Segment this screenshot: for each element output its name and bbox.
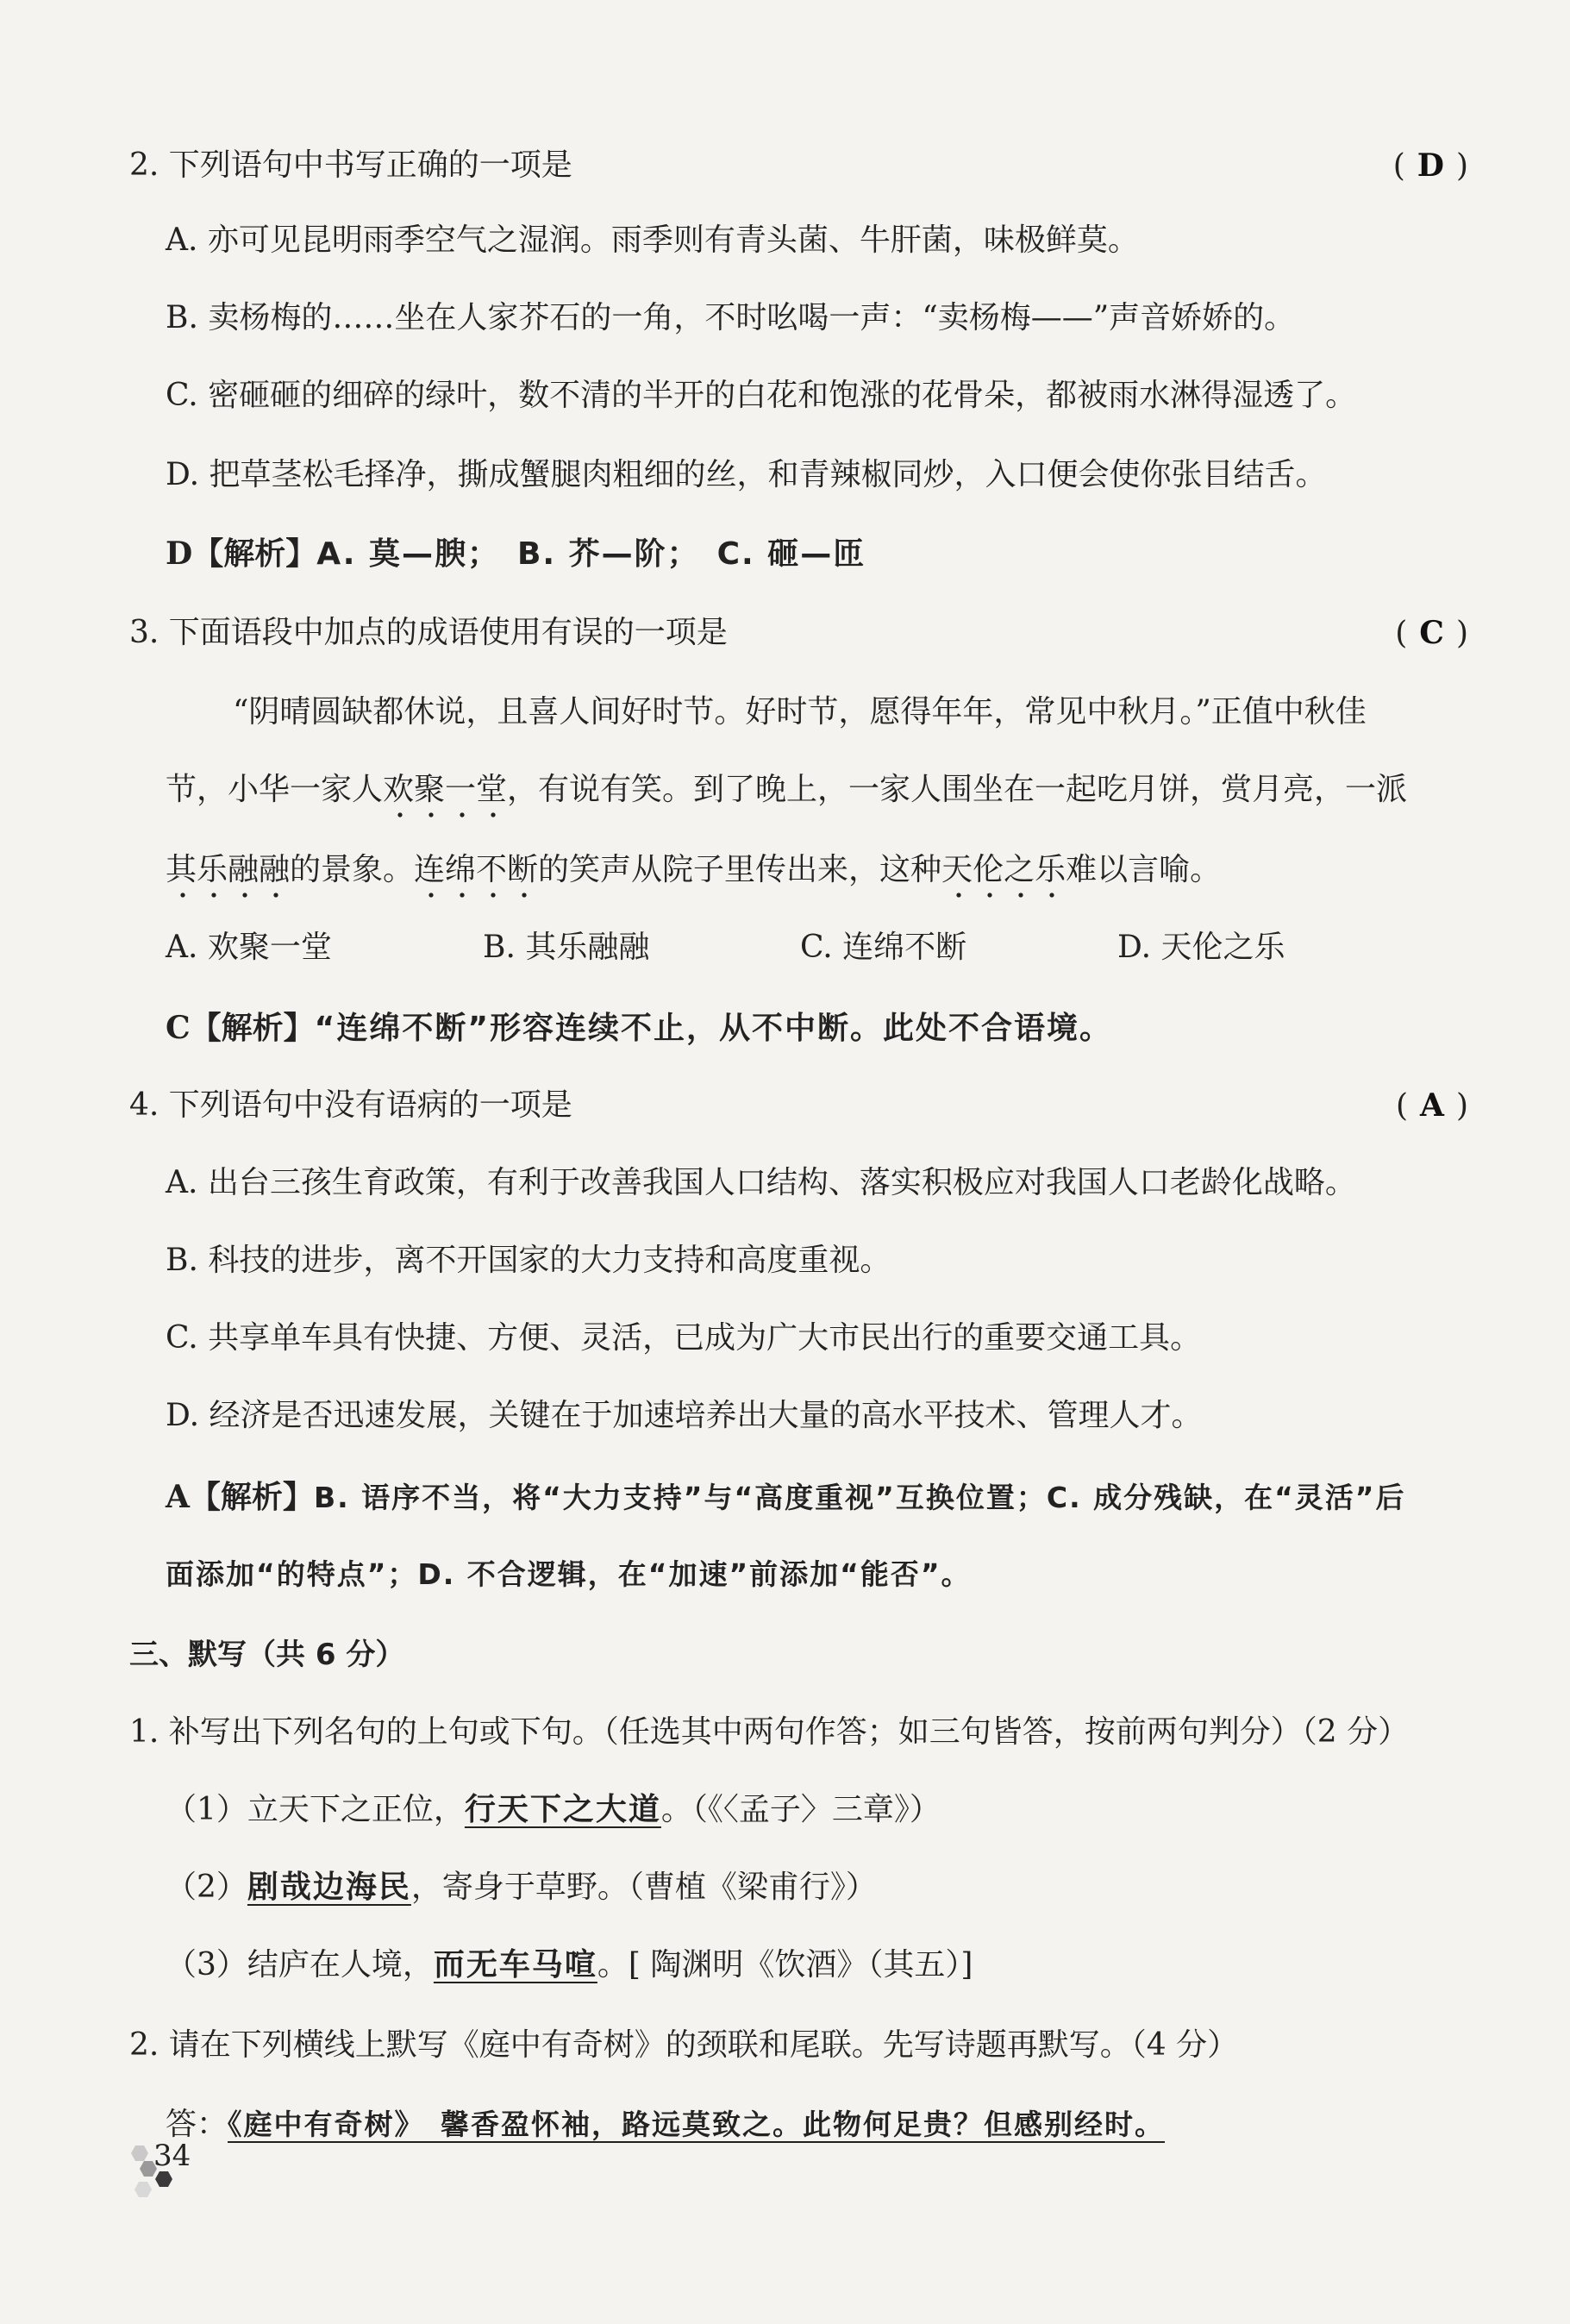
q3-option-b: B. 其乐融融 [483,930,650,965]
s3-item-2-post: ，寄身于草野。（曹植《梁甫行》） [410,1870,877,1905]
q4-answer: A [1420,1087,1444,1124]
q3-options [166,927,1570,968]
q4-option-d: D. 经济是否迅速发展，关键在于加速培养出大量的高水平技术、管理人才。 [166,1398,1203,1433]
q4-analysis-line2 [166,1554,1570,1595]
q2-option-b: B. 卖杨梅的……坐在人家芥石的一角，不时吆喝一声：“卖杨梅——”声音娇娇的。 [166,300,1296,335]
q4-analysis-text-1: B. 语序不当，将“大力支持”与“高度重视”互换位置；C. 成分残缺，在“灵活”后 [313,1481,1406,1514]
q3-analysis-text: “连绵不断”形容连续不止，从不中断。此处不合语境。 [314,1011,1112,1046]
q3-idiom-4: 天伦之乐 [941,852,1066,887]
s3-q2-stem: 2. 请在下列横线上默写《庭中有奇树》的颈联和尾联。先写诗题再默写。（4 分） [129,2027,1239,2063]
section-title: 三、默写（共 6 分） [129,1638,405,1672]
q2-option-c: C. 密砸砸的细碎的绿叶，数不清的半开的白花和饱涨的花骨朵，都被雨水淋得湿透了。 [166,378,1357,413]
s3-item-3-answer: 而无车马喧 [433,1947,597,1983]
q3-para3-b: 的景象。 [290,852,415,887]
s3-item-1-answer: 行天下之大道 [464,1792,661,1827]
q2-analysis-text: A. 莫—腴； B. 芥—阶； C. 砸—匝 [316,536,866,572]
q4-option-c: C. 共享单车具有快捷、方便、灵活，已成为广大市民出行的重要交通工具。 [166,1320,1202,1356]
s3-q2-answer: 《庭中有奇树》 馨香盈怀袖，路远莫致之。此物何足贵？但感别经时。 [228,2108,1166,2141]
s3-item-1 [166,1789,1570,1831]
q2-analysis-prefix: D【解析】 [166,536,317,572]
s3-item-3-pre: （3）结庐在人境， [166,1947,434,1983]
q4-option-b: B. 科技的进步，离不开国家的大力支持和高度重视。 [166,1243,891,1278]
s3-item-2-pre: （2） [166,1870,247,1905]
q4-analysis-line1 [166,1476,1570,1519]
q2-answer: D [1417,147,1444,184]
q3-para3-d: 的笑声从院子里传出来，这种 [538,852,942,887]
q3-analysis-prefix: C【解析】 [166,1010,315,1046]
s3-item-3 [166,1945,1570,1986]
s3-item-1-post: 。（《〈孟子〉三章》） [660,1792,941,1827]
q4-analysis-prefix: A【解析】 [166,1479,314,1515]
s3-item-2 [166,1867,1570,1908]
q4-answer-bracket: ( A ) [1395,1087,1468,1124]
s3-item-3-post: 。[ 陶渊明《饮酒》（其五）] [597,1947,973,1983]
q3-paragraph-line2 [166,769,1570,811]
q3-stem [129,612,1570,654]
q3-paragraph-line3 [166,849,1570,891]
q2-stem-text: 2. 下列语句中书写正确的一项是 [129,147,572,183]
q3-para2-c: ，有说有笑。到了晚上，一家人围坐在一起吃月饼，赏月亮，一派 [507,772,1408,807]
q3-idiom-1: 欢聚一堂 [383,772,508,807]
s3-q1-stem: 1. 补写出下列名句的上句或下句。（任选其中两句作答；如三句皆答，按前两句判分）（2 分） [129,1714,1410,1750]
s3-item-2-answer: 剧哉边海民 [247,1870,411,1905]
q4-stem [129,1085,1570,1126]
q3-paragraph-line1: “阴晴圆缺都休说，且喜人间好时节。好时节，愿得年年，常见中秋月。”正值中秋佳 [233,694,1367,730]
q3-answer-bracket: ( C ) [1395,615,1468,651]
q4-analysis-text-2: 面添加“的特点”；D. 不合逻辑，在“加速”前添加“能否”。 [166,1557,972,1591]
q3-para2-a: 节，小华一家人 [166,772,384,807]
q3-option-a: A. 欢聚一堂 [166,930,332,965]
q3-idiom-2: 其乐融融 [166,852,291,887]
q3-analysis [166,1007,1570,1049]
q4-option-a: A. 出台三孩生育政策，有利于改善我国人口结构、落实积极应对我国人口老龄化战略。 [166,1165,1356,1200]
q2-option-d: D. 把草茎松毛择净，撕成蟹腿肉粗细的丝，和青辣椒同炒，入口便会使你张目结舌。 [166,457,1327,492]
q4-stem-text: 4. 下列语句中没有语病的一项是 [129,1087,572,1123]
q3-para3-f: 难以言喻。 [1066,852,1222,887]
q3-answer: C [1419,615,1444,651]
s3-q2-label: 答： [166,2107,228,2142]
q2-stem [129,145,1570,186]
q2-answer-bracket: ( D ) [1392,147,1468,184]
page-number: 34 [153,2139,191,2173]
s3-item-1-pre: （1）立天下之正位， [166,1792,465,1827]
q3-idiom-3: 连绵不断 [414,852,539,887]
q3-option-d: D. 天伦之乐 [1117,930,1285,965]
q2-analysis [166,533,1570,575]
q2-option-a: A. 亦可见昆明雨季空气之湿润。雨季则有青头菌、牛肝菌，味极鲜莫。 [166,222,1139,258]
s3-q2-answer-line [166,2104,1570,2145]
q3-stem-text: 3. 下面语段中加点的成语使用有误的一项是 [129,615,728,650]
q3-option-c: C. 连绵不断 [800,930,967,965]
